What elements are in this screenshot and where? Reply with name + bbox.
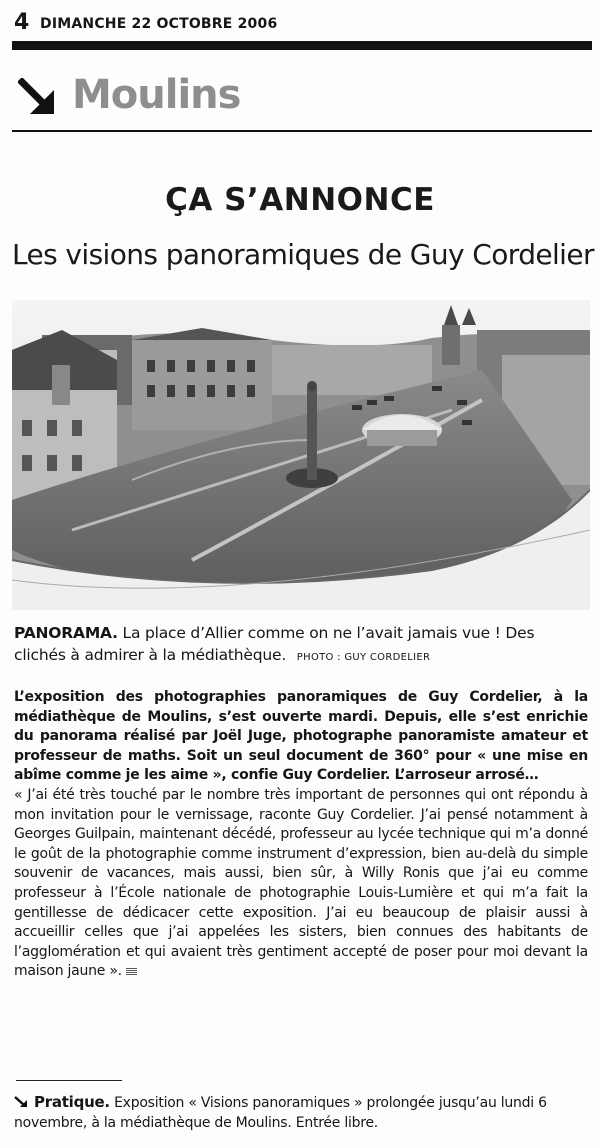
article-lead: L’exposition des photographies panoramiques de Guy Cordelier, à la médiathèque de Moulins, s’est ouverte mardi. Depuis, elle s’est enrichie du panorama réalisé par Joël Juge, photographe panoramiste amateur et professeur de maths. Soit un seul document de 360° pour « une mise en abîme comme je les aime », confie Guy Cordelier. L’arroseur arrosé… xyxy=(14,689,588,784)
practical-label: Pratique. xyxy=(34,1093,110,1111)
article-body xyxy=(14,688,588,982)
photo-caption xyxy=(14,622,588,669)
photo-credit: PHOTO : GUY CORDELIER xyxy=(296,652,431,663)
page-header xyxy=(12,8,592,40)
section-name: Moulins xyxy=(72,72,241,118)
quote-text: « J’ai été très touché par le nombre très important de personnes qui ont répondu à mon invitation pour le vernissage, raconte Guy Cordelier. J’ai pensé notamment à Georges Guilpain, maintenant décédé, professeur au lycée technique qui m’a donné le goût de la photographie comme instrument d’expression, bien au-delà du simple souvenir de vacances, mais aussi, bien sûr, à Willy Ronis que j’ai eu comme professeur à l’École nationale de photographie Louis-Lumière et qui m’a fait la gentillesse de dédicacer cette exposition. J’ai eu beaucoup de plaisir aussi à accueillir celles que j’ai appelées les sisters, bien connues des habitants de l’agglomération et qui avaient très gentiment accepté de poser pour moi devant la maison jaune ». xyxy=(14,786,588,980)
caption-label: PANORAMA. xyxy=(14,624,118,642)
arrow-down-right-icon xyxy=(18,78,56,116)
page-number: 4 xyxy=(14,10,30,35)
caption-text: La place d’Allier comme on ne l’avait jamais vue ! Des clichés à admirer à la médiathèque. xyxy=(14,624,535,664)
section-rubric xyxy=(12,70,592,120)
end-of-article-mark xyxy=(126,968,137,975)
practical-separator xyxy=(16,1080,122,1081)
arrow-down-right-icon xyxy=(14,1096,28,1108)
rubric-rule xyxy=(12,130,592,132)
practical-text: Exposition « Visions panoramiques » prolongée jusqu’au lundi 6 novembre, à la médiathèque de Moulins. Entrée libre. xyxy=(14,1095,547,1131)
article-headline: Les visions panoramiques de Guy Cordelier xyxy=(12,238,594,271)
panorama-photo xyxy=(12,300,590,610)
issue-date: DIMANCHE 22 OCTOBRE 2006 xyxy=(40,16,278,32)
practical-info xyxy=(14,1092,588,1133)
article-quote xyxy=(14,786,588,982)
article-kicker: ÇA S’ANNONCE xyxy=(165,182,435,218)
header-rule xyxy=(12,41,592,50)
